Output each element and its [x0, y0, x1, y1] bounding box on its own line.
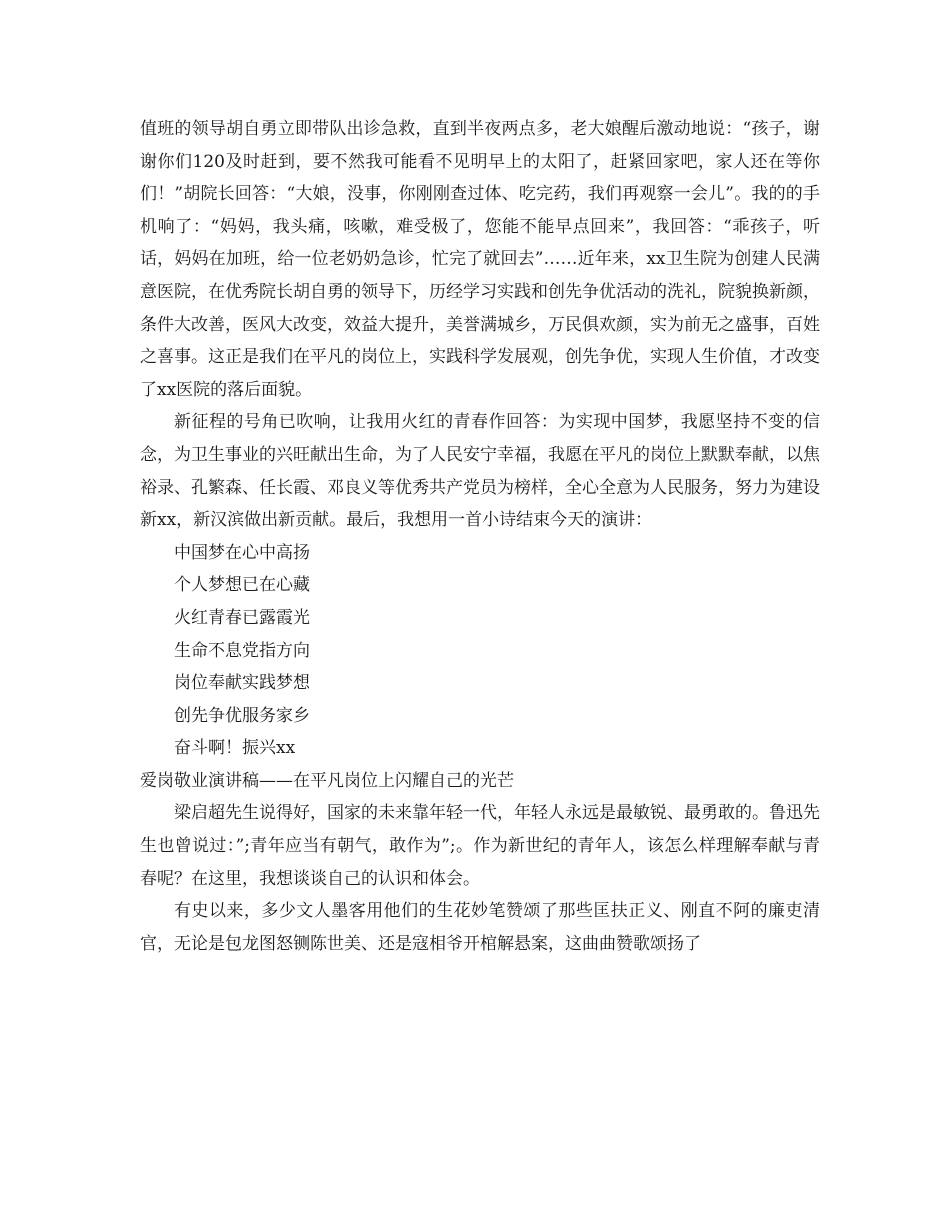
- section-title: 爱岗敬业演讲稿——在平凡岗位上闪耀自己的光芒: [140, 770, 514, 791]
- document-body: [140, 113, 820, 960]
- paragraph-4: 有史以来，多少文人墨客用他们的生花妙笔赞颂了那些匡扶正义、刚直不阿的廉吏清官，无论是包龙图怒铡陈世美、还是寇相爷开棺解悬案，这曲曲赞歌颂扬了: [140, 901, 820, 954]
- poem-line-6: 创先争优服务家乡: [174, 705, 310, 726]
- paragraph-2: 新征程的号角已吹响，让我用火红的青春作回答：为实现中国梦，我愿坚持不变的信念，为卫生事业的兴旺献出生命，为了人民安宁幸福，我愿在平凡的岗位上默默奉献，以焦裕录、孔繁森、任长霞、邓良义等优秀共产党员为榜样，全心全意为人民服务，努力为建设新xx，新汉滨做出新贡献。最后，我想用一首小诗结束今天的演讲：: [140, 412, 820, 531]
- poem-block: [140, 537, 820, 765]
- paragraph-3: 梁启超先生说得好，国家的未来靠年轻一代，年轻人永远是最敏锐、最勇敢的。鲁迅先生也曾说过：”;青年应当有朝气，敢作为”;。作为新世纪的青年人，该怎么样理解奉献与青春呢？在这里，我想谈谈自己的认识和体会。: [140, 803, 820, 889]
- poem-line-7: 奋斗啊！振兴xx: [174, 738, 296, 759]
- poem-line-3: 火红青春已露霞光: [174, 607, 310, 628]
- paragraph-1: 值班的领导胡自勇立即带队出诊急救，直到半夜两点多，老大娘醒后激动地说：“孩子，谢谢你们120及时赶到，要不然我可能看不见明早上的太阳了，赶紧回家吧，家人还在等你们！”胡院长回答：“大娘，没事，你刚刚查过体、吃完药，我们再观察一会儿”。我的的手机响了：“妈妈，我头痛，咳嗽，难受极了，您能不能早点回来”，我回答：“乖孩子，听话，妈妈在加班，给一位老奶奶急诊，忙完了就回去”……近年来，xx卫生院为创建人民满意医院，在优秀院长胡自勇的领导下，历经学习实践和创先争优活动的洗礼，院貌换新颜，条件大改善，医风大改变，效益大提升，美誉满城乡，万民俱欢颜，实为前无之盛事，百姓之喜事。这正是我们在平凡的岗位上，实践科学发展观，创先争优，实现人生价值，才改变了xx医院的落后面貌。: [140, 119, 820, 400]
- poem-line-1: 中国梦在心中高扬: [174, 542, 310, 563]
- poem-line-4: 生命不息党指方向: [174, 640, 310, 661]
- poem-line-5: 岗位奉献实践梦想: [174, 673, 310, 694]
- poem-line-2: 个人梦想已在心藏: [174, 575, 310, 596]
